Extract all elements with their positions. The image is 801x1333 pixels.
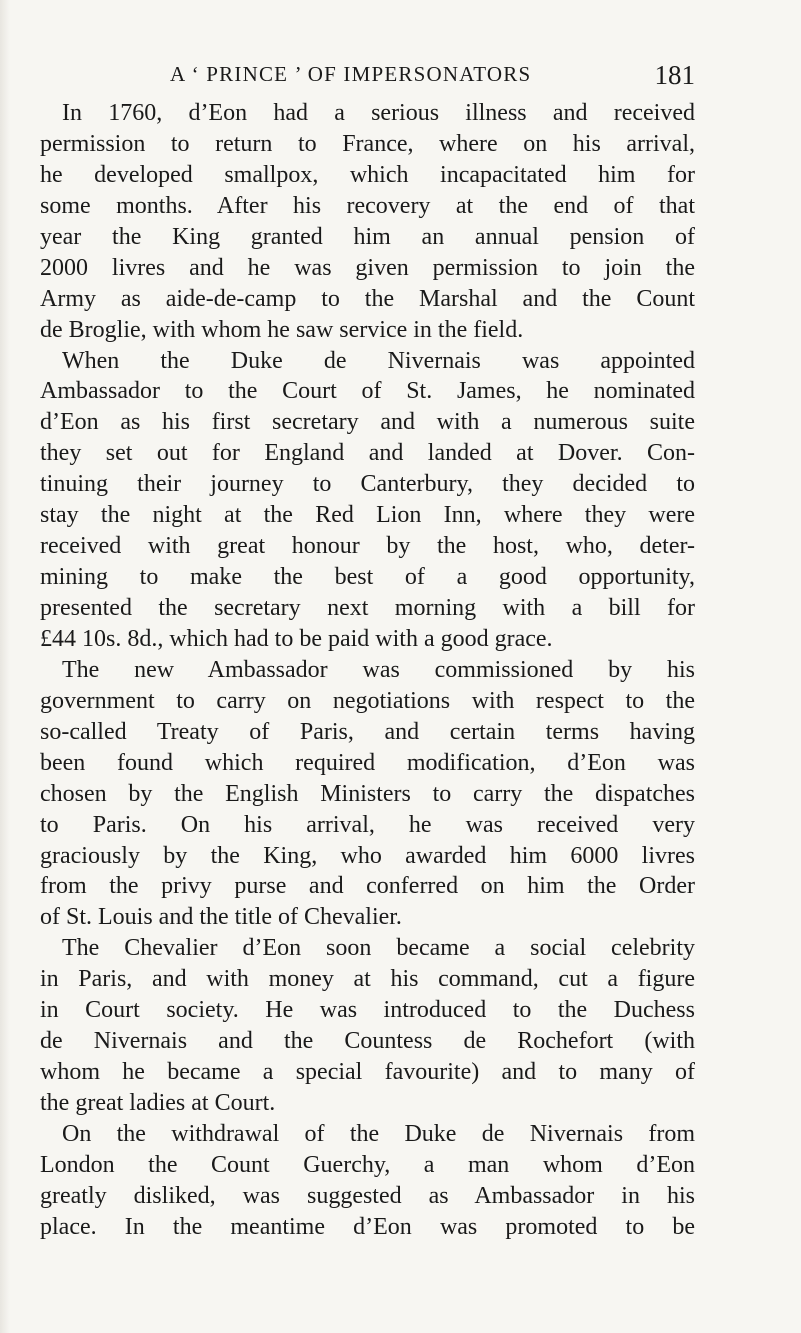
text-line: In 1760, d’Eon had a serious illness and received: [62, 100, 695, 126]
text-line: some months. After his recovery at the end of that: [40, 192, 695, 219]
text-line: de Nivernais and the Countess de Rochefort (with: [40, 1028, 695, 1055]
text-line: Army as aide-de-camp to the Marshal and the Count: [40, 285, 695, 312]
text-line: he developed smallpox, which incapacitated him for: [40, 161, 695, 188]
text-line: de Broglie, with whom he saw service in the field.: [40, 316, 524, 343]
text-line: d’Eon as his first secretary and with a numerous suite: [40, 409, 695, 436]
text-line: of St. Louis and the title of Chevalier.: [40, 904, 402, 931]
text-line: mining to make the best of a good opportunity,: [40, 564, 695, 591]
text-line: permission to return to France, where on his arrival,: [40, 130, 695, 157]
text-line: government to carry on negotiations with respect to the: [40, 687, 695, 714]
text-line: When the Duke de Nivernais was appointed: [62, 347, 695, 374]
text-line: they set out for England and landed at Dover. Con-: [40, 440, 695, 467]
text-line: in Court society. He was introduced to the Duchess: [40, 997, 695, 1024]
text-line: The new Ambassador was commissioned by his: [62, 656, 695, 683]
text-line: graciously by the King, who awarded him 6000 livres: [40, 842, 695, 869]
text-line: On the withdrawal of the Duke de Nivernais from: [62, 1120, 695, 1147]
text-line: from the privy purse and conferred on him the Order: [40, 873, 695, 900]
running-head: [40, 60, 695, 94]
text-line: year the King granted him an annual pension of: [40, 223, 695, 250]
text-line: whom he became a special favourite) and to many of: [40, 1059, 695, 1086]
text-line: the great ladies at Court.: [40, 1090, 276, 1116]
text-line: been found which required modification, d’Eon was: [40, 749, 695, 776]
text-line: so-called Treaty of Paris, and certain terms having: [40, 718, 695, 745]
text-line: in Paris, and with money at his command, cut a figure: [40, 966, 695, 993]
text-line: The Chevalier d’Eon soon became a social celebrity: [62, 935, 695, 962]
text-line: chosen by the English Ministers to carry the dispatches: [40, 780, 695, 807]
running-title: A ‘ PRINCE ’ OF IMPERSONATORS: [170, 62, 532, 86]
text-line: London the Count Guerchy, a man whom d’Eon: [40, 1151, 695, 1178]
text-line: stay the night at the Red Lion Inn, where they were: [40, 502, 695, 529]
page-gutter: [0, 0, 10, 1333]
text-line: received with great honour by the host, who, deter-: [40, 533, 695, 560]
text-line: greatly disliked, was suggested as Ambassador in his: [40, 1182, 695, 1209]
page-number: 181: [654, 60, 695, 90]
text-line: Ambassador to the Court of St. James, he nominated: [40, 378, 695, 405]
text-line: presented the secretary next morning with a bill for: [40, 595, 695, 621]
text-line: £44 10s. 8d., which had to be paid with a good grace.: [40, 625, 553, 652]
text-line: tinuing their journey to Canterbury, they decided to: [40, 471, 695, 498]
text-line: to Paris. On his arrival, he was received very: [40, 811, 695, 838]
text-line: place. In the meantime d’Eon was promoted to be: [40, 1213, 695, 1240]
text-line: 2000 livres and he was given permission to join the: [40, 254, 695, 281]
body-text: [40, 98, 695, 1243]
